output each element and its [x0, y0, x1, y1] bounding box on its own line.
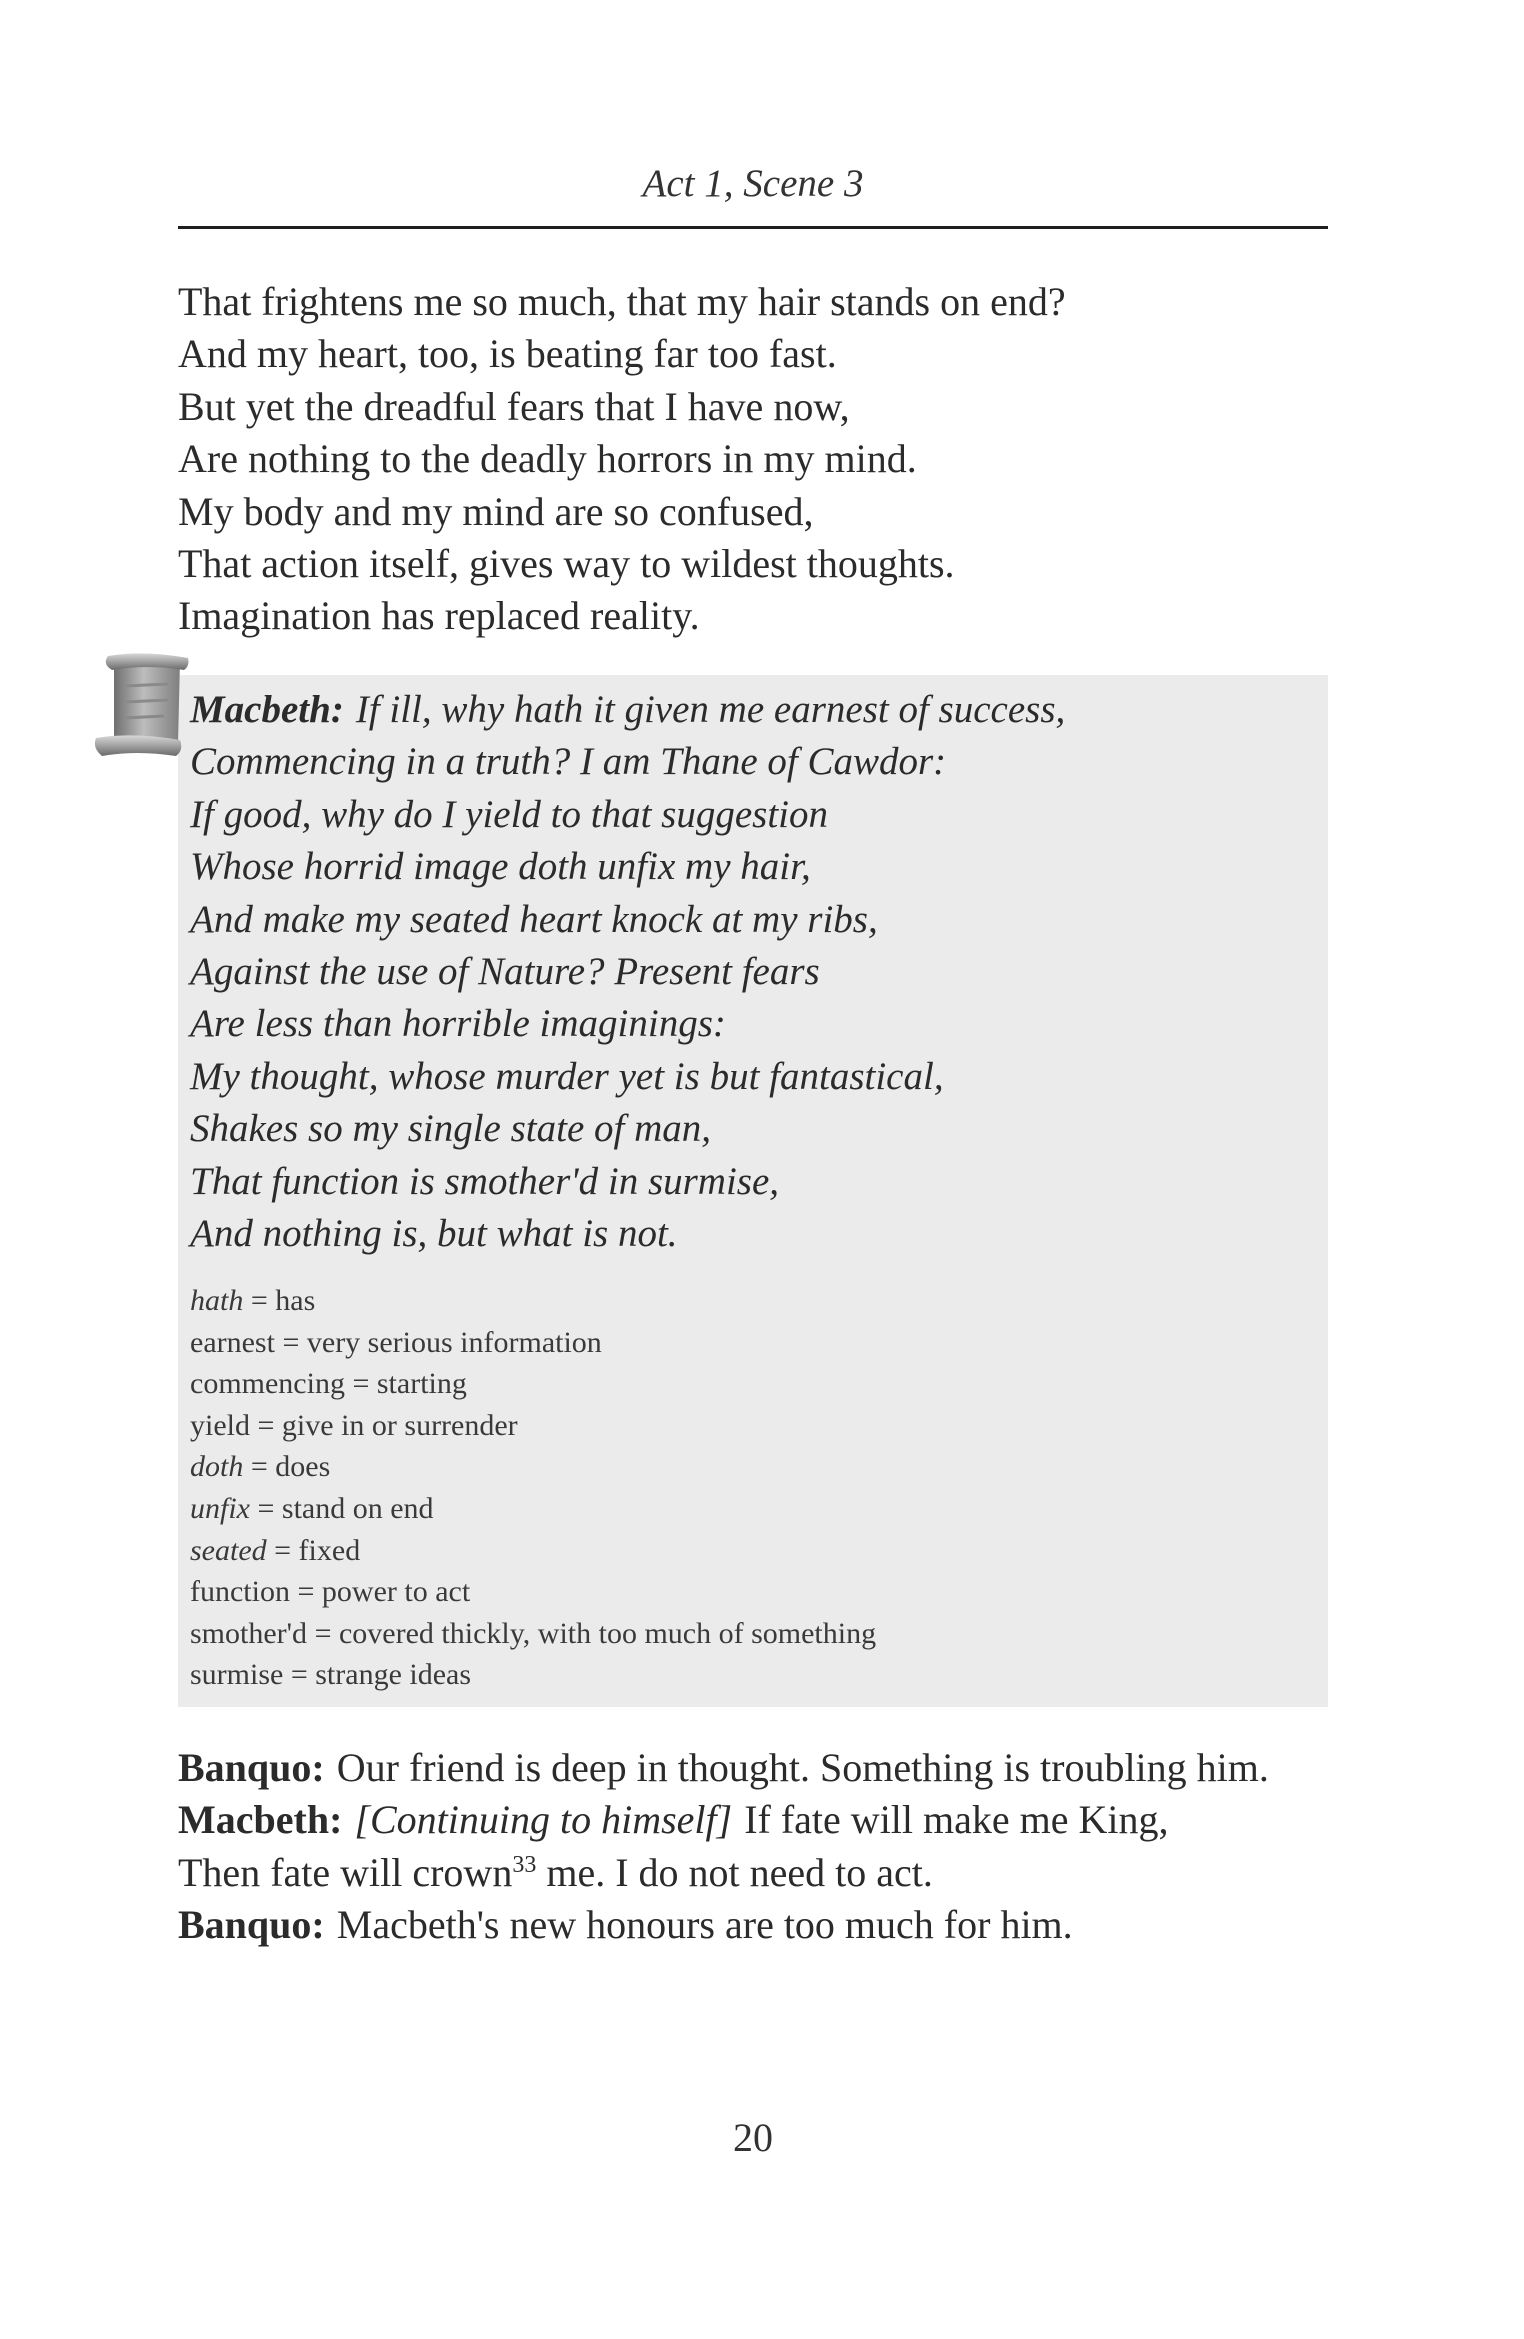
header-divider [178, 226, 1328, 229]
glossary-term: earnest [190, 1325, 275, 1359]
glossary-item [190, 1530, 1310, 1572]
character-name: Macbeth: [178, 1797, 343, 1843]
original-line: And nothing is, but what is not. [190, 1212, 678, 1256]
modern-line: My body and my mind are so confused, [178, 488, 814, 534]
modern-line: But yet the dreadful fears that I have now, [178, 383, 850, 429]
glossary-term: unfix [190, 1491, 250, 1525]
original-line: Are less than horrible imaginings: [190, 1002, 726, 1046]
speaker-name: Macbeth: [190, 688, 344, 731]
original-line: If good, why do I yield to that suggestion [190, 792, 829, 836]
glossary-term: yield [190, 1408, 250, 1442]
glossary-item [190, 1446, 1310, 1488]
glossary-item [190, 1280, 1310, 1322]
glossary-item [190, 1363, 1310, 1405]
character-name: Banquo: [178, 1902, 325, 1948]
glossary-definition: = does [243, 1450, 331, 1484]
glossary-definition: = starting [344, 1367, 467, 1401]
original-line: Whose horrid image doth unfix my hair, [190, 845, 811, 889]
character-name: Banquo: [178, 1745, 325, 1790]
original-line: Against the use of Nature? Present fears [190, 950, 820, 994]
glossary-definition: = power to act [289, 1575, 471, 1609]
glossary-term: function [190, 1575, 290, 1609]
glossary-definition: = fixed [266, 1533, 361, 1567]
dialogue-text: me. I do not need to act. [536, 1849, 933, 1895]
original-line: And make my seated heart knock at my ribs, [190, 897, 878, 941]
dialogue-line-banquo [178, 1899, 1328, 1951]
glossary [190, 1280, 1310, 1696]
modern-line: Are nothing to the deadly horrors in my mind. [178, 436, 917, 482]
glossary-definition: = strange ideas [283, 1658, 472, 1692]
dialogue-line-macbeth-cont [178, 1847, 1328, 1899]
glossary-definition: = covered thickly, with too much of something [307, 1616, 877, 1650]
page-header: Act 1, Scene 3 [642, 162, 864, 205]
dialogue-line-macbeth [178, 1794, 1328, 1846]
original-line-text: If ill, why hath it given me earnest of success, [355, 688, 1066, 731]
glossary-item [190, 1654, 1310, 1696]
glossary-term: seated [190, 1533, 267, 1567]
dialogue-text: Then fate will crown [178, 1849, 513, 1895]
glossary-item [190, 1571, 1310, 1613]
glossary-item [190, 1405, 1310, 1447]
original-line: Commencing in a truth? I am Thane of Cawdor: [190, 740, 947, 784]
glossary-term: surmise [190, 1658, 284, 1692]
glossary-definition: = has [243, 1284, 316, 1317]
dialogue-text: If fate will make me King, [744, 1797, 1169, 1843]
modern-line: And my heart, too, is beating far too fast. [178, 331, 837, 377]
scroll-icon [92, 652, 192, 762]
dialogue-text: Macbeth's new honours are too much for him. [336, 1902, 1073, 1948]
dialogue-section [178, 1742, 1328, 1952]
original-first-line [190, 684, 1310, 736]
glossary-item [190, 1322, 1310, 1364]
stage-direction: [Continuing to himself] [354, 1797, 733, 1843]
glossary-term: commencing [190, 1367, 345, 1401]
dialogue-text: Our friend is deep in thought. Something is troubling him. [336, 1745, 1269, 1790]
dialogue-line-banquo [178, 1742, 1328, 1794]
glossary-term: hath [190, 1284, 244, 1317]
glossary-item [190, 1488, 1310, 1530]
modern-line: That action itself, gives way to wildest thoughts. [178, 541, 955, 587]
glossary-definition: = stand on end [250, 1491, 434, 1525]
glossary-term: smother'd [190, 1616, 308, 1650]
glossary-item [190, 1613, 1310, 1655]
glossary-definition: = give in or surrender [250, 1408, 518, 1442]
original-line: That function is smother'd in surmise, [190, 1159, 780, 1203]
glossary-term: doth [190, 1450, 244, 1484]
modern-translation [178, 276, 1328, 643]
original-shakespeare-text [190, 684, 1310, 1260]
modern-line: Imagination has replaced reality. [178, 593, 700, 639]
glossary-definition: = very serious information [274, 1325, 602, 1359]
original-line: My thought, whose murder yet is but fantastical, [190, 1054, 944, 1098]
page-number: 20 [733, 2115, 773, 2160]
footnote-marker: 33 [512, 1851, 537, 1878]
modern-line: That frightens me so much, that my hair stands on end? [178, 279, 1066, 324]
original-line: Shakes so my single state of man, [190, 1107, 712, 1151]
